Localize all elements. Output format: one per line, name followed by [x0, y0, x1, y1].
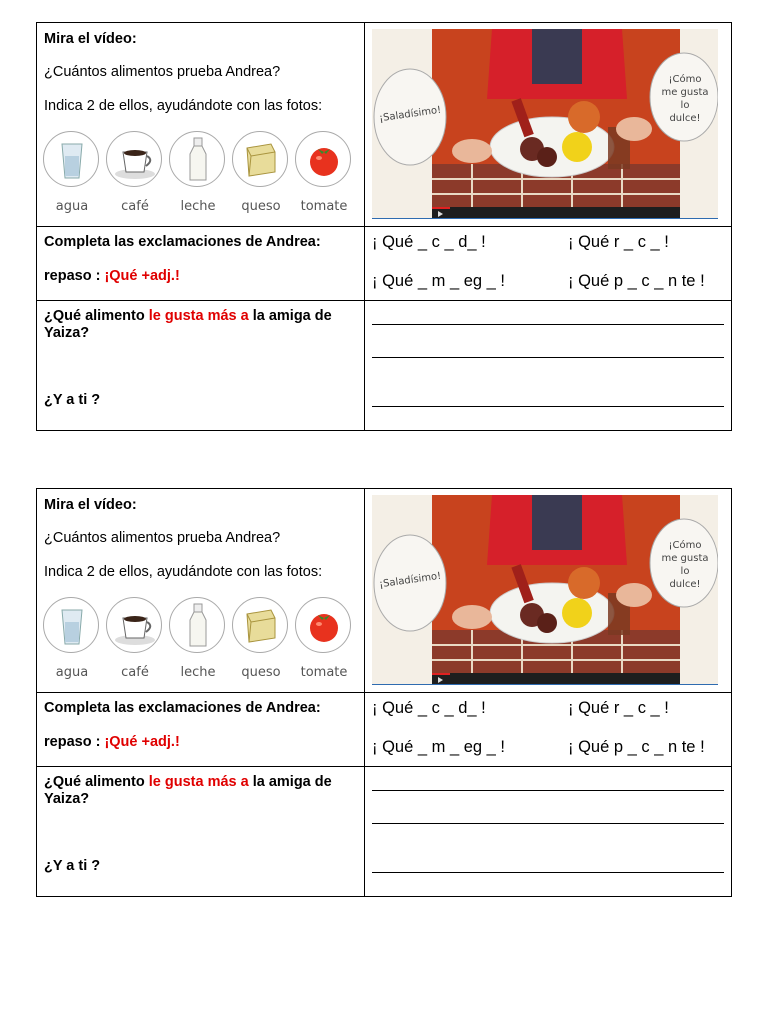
- tomato-icon: [296, 598, 352, 654]
- tomato-icon: [296, 132, 352, 188]
- exclamation-item: ¡ Qué p _ c _ n te !: [568, 272, 705, 290]
- exclamations-prompt: Completa las exclamaciones de Andrea:: [44, 700, 321, 716]
- repaso-formula: ¡Qué +adj.!: [104, 268, 180, 284]
- question-text: ¿Cuántos alimentos prueba Andrea?: [44, 530, 281, 546]
- coffee-cup-icon: [107, 598, 163, 654]
- answer-line[interactable]: [372, 872, 724, 873]
- exclamations-prompt: Completa las exclamaciones de Andrea:: [44, 234, 321, 250]
- instruction-text: Indica 2 de ellos, ayudándote con las fotos:: [44, 564, 323, 580]
- exclamation-item: ¡ Qué _ m _ eg _ !: [372, 272, 505, 290]
- video-player[interactable]: [372, 495, 718, 685]
- section-title: Mira el vídeo:: [44, 497, 137, 513]
- food-item: [106, 131, 164, 221]
- milk-bottle-icon: [170, 132, 226, 188]
- speech-bubble-right: ¡Cómo me gusta lo dulce!: [661, 540, 709, 590]
- food-item: [43, 597, 101, 687]
- exclamation-item: ¡ Qué r _ c _ !: [568, 699, 669, 717]
- answer-line[interactable]: [372, 324, 724, 325]
- row-divider: [37, 300, 731, 301]
- coffee-cup-icon: [107, 132, 163, 188]
- food-label: queso: [241, 665, 281, 680]
- food-item: [232, 597, 290, 687]
- food-label: leche: [180, 199, 216, 214]
- food-label: café: [121, 665, 149, 680]
- speech-bubble-left: ¡Saladísimo!: [378, 570, 442, 591]
- section-title: Mira el vídeo:: [44, 31, 137, 47]
- video-player[interactable]: [372, 29, 718, 219]
- answer-line[interactable]: [372, 790, 724, 791]
- food-item: [106, 597, 164, 687]
- food-label: tomate: [300, 199, 348, 214]
- water-glass-icon: [44, 598, 100, 654]
- water-glass-icon: [44, 132, 100, 188]
- answer-line[interactable]: [372, 823, 724, 824]
- repaso-line: repaso : ¡Qué +adj.!: [44, 268, 180, 284]
- answer-line[interactable]: [372, 357, 724, 358]
- food-item: [43, 131, 101, 221]
- exclamation-item: ¡ Qué _ m _ eg _ !: [372, 738, 505, 756]
- food-question: ¿Qué alimento le gusta más a la amiga de Yaiza?: [44, 774, 332, 807]
- milk-bottle-icon: [170, 598, 226, 654]
- food-label: agua: [55, 199, 89, 214]
- followup-question: ¿Y a ti ?: [44, 858, 101, 874]
- repaso-formula: ¡Qué +adj.!: [104, 734, 180, 750]
- exclamation-item: ¡ Qué _ c _ d_ !: [372, 699, 486, 717]
- speech-bubble-right: ¡Cómo me gusta lo dulce!: [661, 74, 709, 124]
- row-divider: [37, 692, 731, 693]
- food-label: agua: [55, 665, 89, 680]
- food-label: queso: [241, 199, 281, 214]
- speech-bubble-left: ¡Saladísimo!: [378, 104, 442, 125]
- food-images: [43, 597, 355, 687]
- cheese-icon: [233, 598, 289, 654]
- food-label: tomate: [300, 665, 348, 680]
- answer-line[interactable]: [372, 406, 724, 407]
- food-item: [169, 131, 227, 221]
- food-label: leche: [180, 665, 216, 680]
- food-item: [295, 597, 353, 687]
- question-text: ¿Cuántos alimentos prueba Andrea?: [44, 64, 281, 80]
- row-divider: [37, 226, 731, 227]
- exclamation-item: ¡ Qué _ c _ d_ !: [372, 233, 486, 251]
- cheese-icon: [233, 132, 289, 188]
- food-label: café: [121, 199, 149, 214]
- followup-question: ¿Y a ti ?: [44, 392, 101, 408]
- exclamation-item: ¡ Qué p _ c _ n te !: [568, 738, 705, 756]
- repaso-line: repaso : ¡Qué +adj.!: [44, 734, 180, 750]
- instruction-text: Indica 2 de ellos, ayudándote con las fotos:: [44, 98, 323, 114]
- food-item: [232, 131, 290, 221]
- food-question: ¿Qué alimento le gusta más a la amiga de Yaiza?: [44, 308, 332, 341]
- worksheet-card: [36, 488, 732, 897]
- worksheet-card: [36, 22, 732, 431]
- food-item: [169, 597, 227, 687]
- exclamation-item: ¡ Qué r _ c _ !: [568, 233, 669, 251]
- food-images: [43, 131, 355, 221]
- food-item: [295, 131, 353, 221]
- row-divider: [37, 766, 731, 767]
